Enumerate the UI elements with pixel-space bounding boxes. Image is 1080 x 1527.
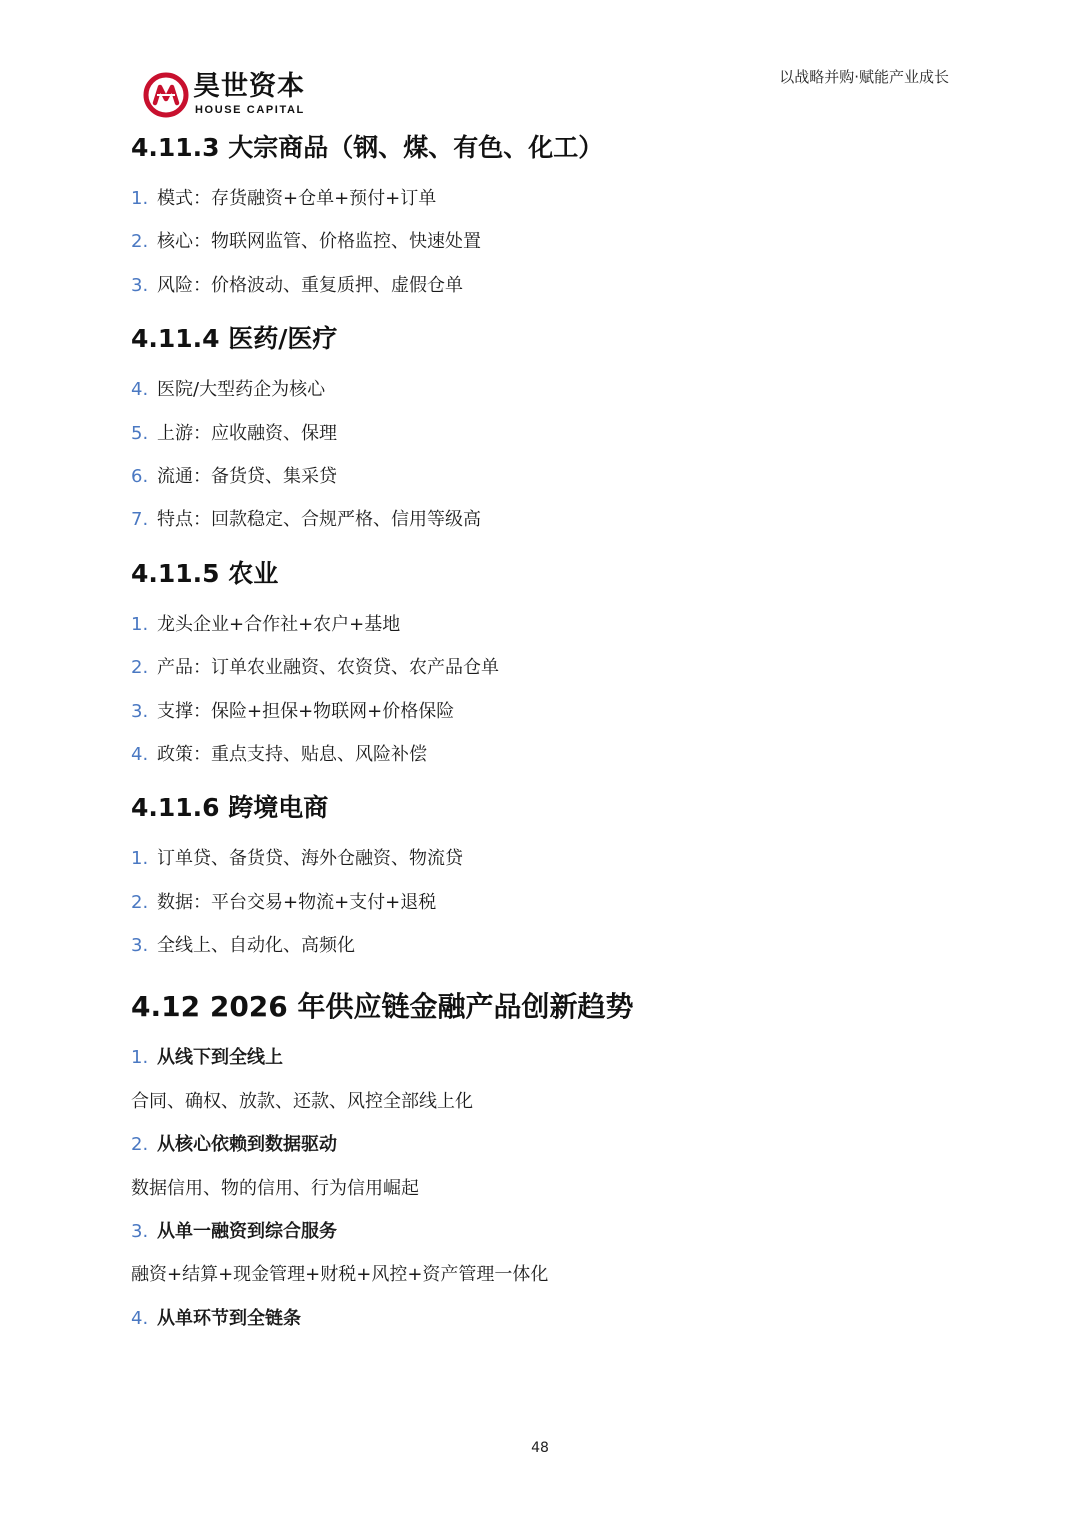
list-number: 2. bbox=[131, 891, 149, 913]
section-heading: 4.11.4 医药/医疗 bbox=[131, 324, 338, 354]
logo-name: 昊世资本 bbox=[193, 71, 305, 102]
list-number: 1. bbox=[131, 1047, 149, 1069]
list-number: 7. bbox=[131, 509, 149, 531]
trend-title: 从单环节到全链条 bbox=[157, 1307, 301, 1329]
list-number: 1. bbox=[131, 188, 149, 209]
trend-list bbox=[131, 1036, 951, 1340]
trend-title: 从核心依赖到数据驱动 bbox=[157, 1134, 337, 1156]
logo-english-name: HOUSE CAPITAL bbox=[195, 104, 305, 116]
list-item bbox=[131, 177, 951, 220]
list-item-text: 龙头企业+合作社+农户+基地 bbox=[157, 613, 401, 635]
list-item bbox=[131, 881, 951, 924]
trend-item-title bbox=[131, 1210, 951, 1253]
list-number: 1. bbox=[131, 848, 149, 870]
list-number: 3. bbox=[131, 700, 149, 722]
section-heading: 4.11.3 大宗商品（钢、煤、有色、化工） bbox=[131, 133, 604, 162]
list-item-text: 医院/大型药企为核心 bbox=[157, 379, 326, 401]
list-number: 3. bbox=[131, 274, 149, 296]
list-item-text: 产品：订单农业融资、农资贷、农产品仓单 bbox=[157, 657, 499, 679]
list-item-text: 数据：平台交易+物流+支付+退税 bbox=[157, 891, 437, 913]
list-item bbox=[131, 368, 951, 411]
numbered-list bbox=[131, 837, 951, 967]
list-number: 2. bbox=[131, 657, 149, 679]
list-item-text: 订单贷、备货贷、海外仓融资、物流贷 bbox=[157, 848, 463, 870]
trend-title: 从单一融资到综合服务 bbox=[157, 1221, 337, 1243]
trend-title: 从线下到全线上 bbox=[157, 1047, 283, 1069]
section-heading: 4.11.6 跨境电商 bbox=[131, 793, 329, 823]
header-slogan: 以战略并购·赋能产业成长 bbox=[779, 68, 949, 86]
list-item-text: 特点：回款稳定、合规严格、信用等级高 bbox=[157, 509, 481, 531]
list-item bbox=[131, 690, 951, 733]
list-item bbox=[131, 646, 951, 689]
numbered-list bbox=[131, 603, 951, 777]
numbered-list bbox=[131, 177, 951, 307]
trend-item-title bbox=[131, 1297, 951, 1340]
section-heading: 4.11.5 农业 bbox=[131, 558, 279, 588]
list-item bbox=[131, 455, 951, 498]
list-number: 1. bbox=[131, 613, 149, 635]
list-item-text: 模式：存货融资+仓单+预付+订单 bbox=[157, 188, 437, 209]
house-capital-logo-icon bbox=[143, 72, 189, 118]
trend-item-title bbox=[131, 1036, 951, 1079]
list-item bbox=[131, 603, 951, 646]
page-header bbox=[0, 0, 1080, 130]
list-number: 4. bbox=[131, 743, 149, 765]
list-item bbox=[131, 412, 951, 455]
list-item-text: 上游：应收融资、保理 bbox=[157, 422, 337, 444]
list-item bbox=[131, 498, 951, 541]
list-item-text: 全线上、自动化、高频化 bbox=[157, 935, 355, 957]
list-number: 3. bbox=[131, 935, 149, 957]
list-item-text: 政策：重点支持、贴息、风险补偿 bbox=[157, 743, 427, 765]
list-number: 4. bbox=[131, 1307, 149, 1329]
list-number: 2. bbox=[131, 1134, 149, 1156]
trend-description: 数据信用、物的信用、行为信用崛起 bbox=[131, 1177, 419, 1199]
list-item-text: 流通：备货贷、集采贷 bbox=[157, 465, 337, 487]
page-content bbox=[131, 128, 951, 1340]
list-item bbox=[131, 264, 951, 307]
trend-item-title bbox=[131, 1123, 951, 1166]
list-number: 4. bbox=[131, 379, 149, 401]
trend-description: 合同、确权、放款、还款、风控全部线上化 bbox=[131, 1090, 473, 1112]
page-number: 48 bbox=[531, 1440, 549, 1456]
list-item bbox=[131, 733, 951, 776]
list-item-text: 风险：价格波动、重复质押、虚假仓单 bbox=[157, 274, 463, 296]
list-item bbox=[131, 924, 951, 967]
chapter-heading: 4.12 2026 年供应链金融产品创新趋势 bbox=[131, 990, 634, 1024]
list-item-text: 核心：物联网监管、价格监控、快速处置 bbox=[157, 231, 481, 253]
numbered-list bbox=[131, 368, 951, 542]
list-number: 5. bbox=[131, 422, 149, 444]
list-item bbox=[131, 837, 951, 880]
house-capital-logo bbox=[143, 70, 313, 120]
trend-description: 融资+结算+现金管理+财税+风控+资产管理一体化 bbox=[131, 1264, 549, 1286]
list-item bbox=[131, 220, 951, 263]
list-number: 3. bbox=[131, 1221, 149, 1243]
list-item-text: 支撑：保险+担保+物联网+价格保险 bbox=[157, 700, 455, 722]
list-number: 6. bbox=[131, 465, 149, 487]
list-number: 2. bbox=[131, 231, 149, 253]
